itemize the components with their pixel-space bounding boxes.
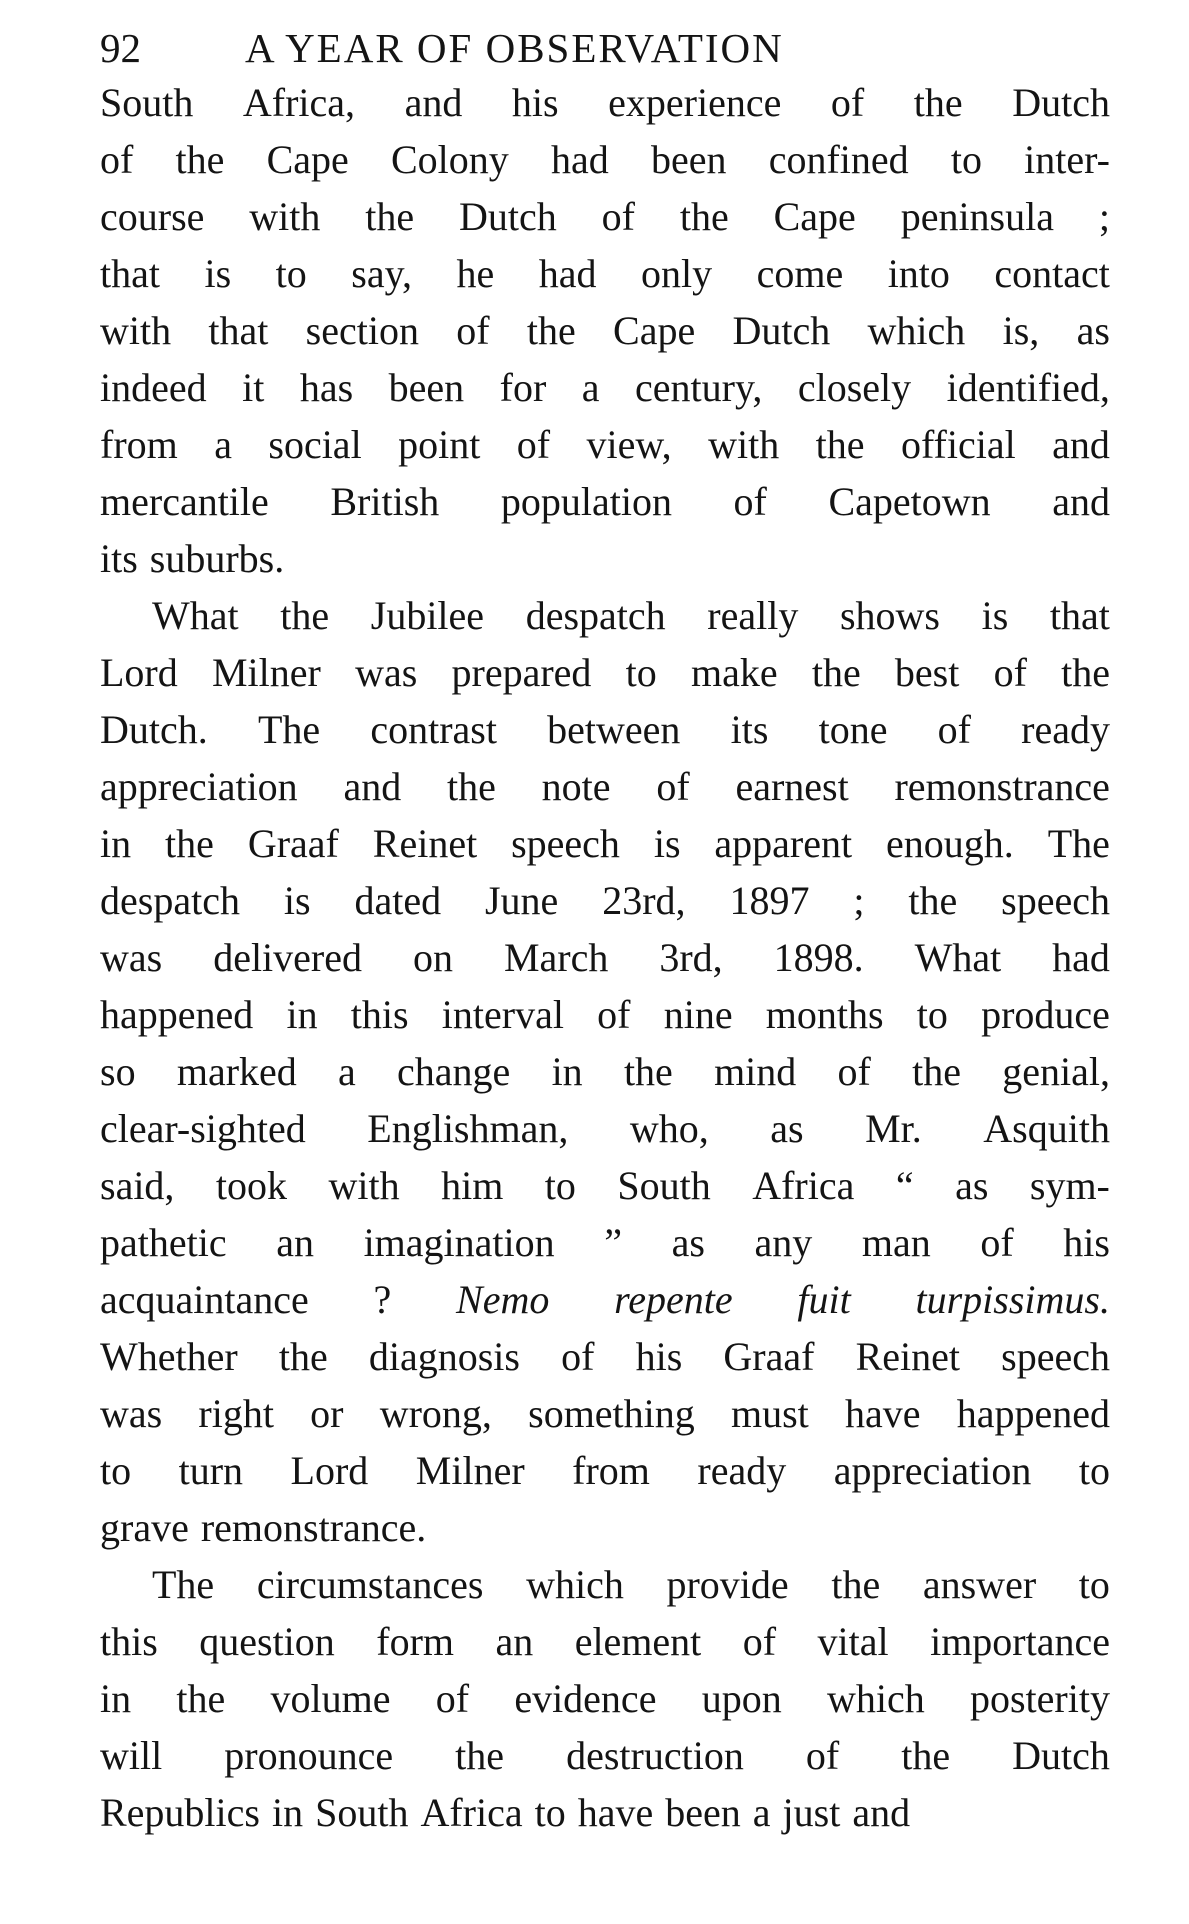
paragraph xyxy=(100,74,1110,587)
text-line: grave remonstrance. xyxy=(100,1505,427,1550)
text-line: in the volume of evidence upon which posterity xyxy=(100,1676,1110,1721)
text-line: said, took with him to South Africa “ as sym- xyxy=(100,1163,1110,1208)
body-text xyxy=(100,74,1110,1841)
text-line: will pronounce the destruction of the Dutch xyxy=(100,1733,1110,1778)
text-line: that is to say, he had only come into contact xyxy=(100,251,1110,296)
text-line: with that section of the Cape Dutch which is, as xyxy=(100,308,1110,353)
text-line: clear-sighted Englishman, who, as Mr. Asquith xyxy=(100,1106,1110,1151)
running-head xyxy=(100,22,1110,74)
text-line: was delivered on March 3rd, 1898. What had xyxy=(100,935,1110,980)
text-line: Whether the diagnosis of his Graaf Reinet speech xyxy=(100,1334,1110,1379)
text-line: from a social point of view, with the official and xyxy=(100,422,1110,467)
text-line: acquaintance ? Nemo repente fuit turpissimus. xyxy=(100,1277,1110,1322)
text-line: pathetic an imagination ” as any man of his xyxy=(100,1220,1110,1265)
text-line: What the Jubilee despatch really shows is that xyxy=(152,593,1110,638)
text-line: so marked a change in the mind of the genial, xyxy=(100,1049,1110,1094)
text-line: Lord Milner was prepared to make the best of the xyxy=(100,650,1110,695)
paragraph xyxy=(100,587,1110,1556)
text-line: The circumstances which provide the answer to xyxy=(152,1562,1110,1607)
text-line: Dutch. The contrast between its tone of ready xyxy=(100,707,1110,752)
text-line: its suburbs. xyxy=(100,536,285,581)
text-line: to turn Lord Milner from ready appreciation to xyxy=(100,1448,1110,1493)
book-page xyxy=(100,22,1110,1841)
text-line: this question form an element of vital importance xyxy=(100,1619,1110,1664)
text-line: South Africa, and his experience of the Dutch xyxy=(100,80,1110,125)
text-line: indeed it has been for a century, closely identified, xyxy=(100,365,1110,410)
text-line: happened in this interval of nine months to produce xyxy=(100,992,1110,1037)
running-title: A YEAR OF OBSERVATION xyxy=(245,25,784,71)
text-line: Republics in South Africa to have been a just and xyxy=(100,1790,911,1835)
text-line: was right or wrong, something must have happened xyxy=(100,1391,1110,1436)
text-line: mercantile British population of Capetown and xyxy=(100,479,1110,524)
page-number: 92 xyxy=(100,25,141,71)
paragraph xyxy=(100,1556,1110,1841)
text-line: despatch is dated June 23rd, 1897 ; the speech xyxy=(100,878,1110,923)
text-line: course with the Dutch of the Cape peninsula ; xyxy=(100,194,1110,239)
text-line: appreciation and the note of earnest remonstrance xyxy=(100,764,1110,809)
text-line: in the Graaf Reinet speech is apparent enough. The xyxy=(100,821,1110,866)
text-line: of the Cape Colony had been confined to inter- xyxy=(100,137,1110,182)
